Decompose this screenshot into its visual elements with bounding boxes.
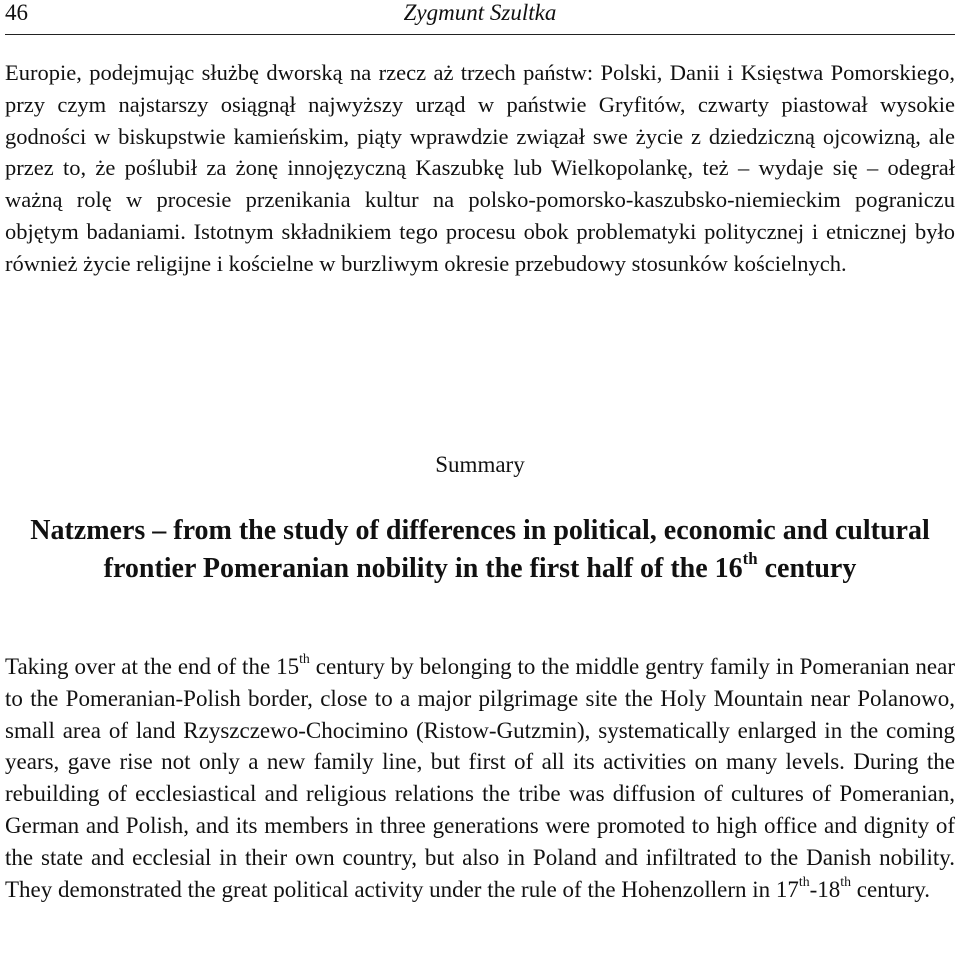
- page-number: 46: [5, 0, 28, 25]
- summary-title-superscript: th: [742, 549, 758, 569]
- english-superscript-2: th: [798, 873, 810, 889]
- polish-paragraph: Europie, podejmując służbę dworską na rzecz aż trzech państw: Polski, Danii i Księstwa Pomorskiego, przy czym najstarszy osiągnął najwyższy urząd w państwie Gryfitów, czwarty piastował wysokie godności w biskupstwie kamieńskim, piąty wprawdzie związał swe życie z dziedziczną ojcowizną, ale przez to, że poślubił za żonę innojęzyczną Kaszubkę lub Wielkopolankę, też – wydaje się – odegrał ważną rolę w procesie przenikania kultur na polsko-pomorsko-kaszubsko-niemieckim pograniczu objętym badaniami. Istotnym składnikiem tego procesu obok problematyki politycznej i etnicznej było również życie religijne i kościelne w burzliwym okresie przebudowy stosunków kościelnych.: [5, 60, 955, 276]
- english-text-1: Taking over at the end of the 15: [5, 654, 300, 679]
- english-text-4: century.: [851, 876, 930, 902]
- document-page: [5, 0, 955, 960]
- english-superscript-1: th: [299, 651, 310, 667]
- english-paragraph: [5, 651, 955, 905]
- english-text-2: century by belonging to the middle gentry family in Pomeranian near to the Pomeranian-Polish border, close to a major pilgrimage site the Holy Mountain near Polanowo, small area of land Rzyszczewo-Chocimino (Ristow-Gutzmin), systematically enlarged in the coming years, gave rise not only a new family line, but first of all its activities on many levels. During the rebuilding of ecclesiastical and religious relations the tribe was diffusion of cultures of Pomeranian, German and Polish, and its members in three generations were promoted to high office and dignity of the state and ecclesial in their own country, but also in Poland and infiltrated to the Danish nobility. They demonstrated the great political activity under the rule of the Hohenzollern in 17: [5, 654, 955, 902]
- summary-label: Summary: [435, 452, 525, 477]
- summary-title-text: Natzmers – from the study of differences in political, economic and cultural frontier Pomeranian nobility in the first half of the 16: [30, 515, 930, 584]
- running-title-author: Zygmunt Szultka: [403, 0, 557, 25]
- running-header: [5, 0, 955, 35]
- summary-title-text-end: century: [757, 553, 857, 584]
- summary-title: [5, 512, 955, 588]
- english-superscript-3: th: [840, 873, 852, 889]
- english-text-3: -18: [809, 876, 841, 902]
